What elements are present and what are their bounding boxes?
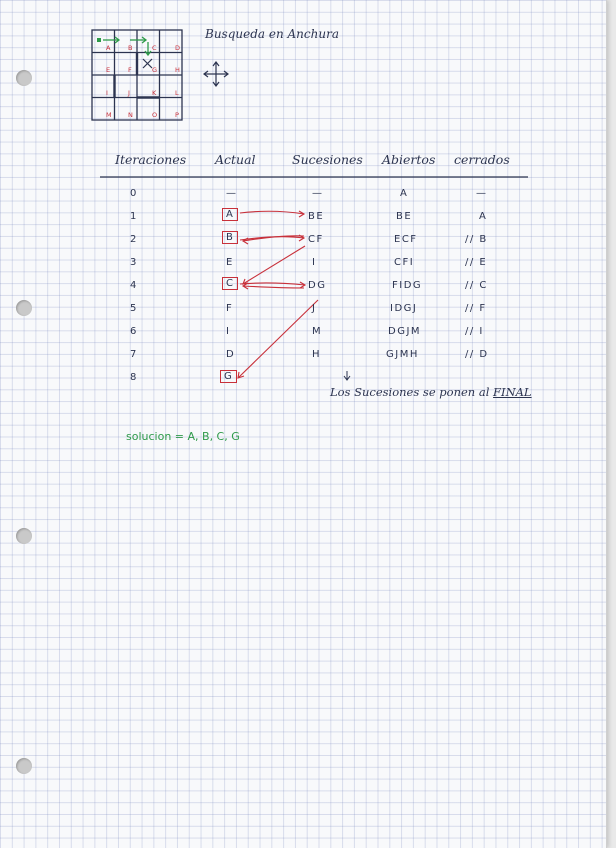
note-text: Los Sucesiones se ponen al bbox=[330, 385, 490, 399]
cell-cerrados: // C bbox=[465, 280, 488, 291]
cell-abiertos: IDGJ bbox=[390, 303, 418, 314]
cell-cerrados: // D bbox=[465, 349, 489, 360]
note-final: FINAL bbox=[493, 385, 532, 399]
header-actual: Actual bbox=[215, 152, 256, 167]
cell-sucesiones: I bbox=[312, 257, 317, 268]
cell-iter: 5 bbox=[130, 303, 138, 314]
grid-letter: A bbox=[106, 44, 111, 52]
cell-abiertos: A bbox=[400, 188, 409, 199]
cell-abiertos: DGJM bbox=[388, 326, 422, 337]
cell-iter: 7 bbox=[130, 349, 138, 360]
cell-actual: B bbox=[222, 231, 238, 244]
cell-iter: 1 bbox=[130, 211, 138, 222]
cell-sucesiones: DG bbox=[308, 280, 327, 291]
header-iteraciones: Iteraciones bbox=[115, 152, 187, 167]
header-cerrados: cerrados bbox=[454, 152, 510, 167]
cell-sucesiones: M bbox=[312, 326, 323, 337]
page-title: Busqueda en Anchura bbox=[205, 27, 339, 41]
cell-sucesiones: CF bbox=[308, 234, 324, 245]
cell-sucesiones: H bbox=[312, 349, 322, 360]
cell-actual: D bbox=[226, 349, 236, 360]
grid-letter: K bbox=[152, 89, 157, 97]
grid-letter: B bbox=[128, 44, 133, 52]
cell-iter: 4 bbox=[130, 280, 138, 291]
grid-letter: E bbox=[106, 66, 111, 74]
cell-cerrados: // E bbox=[465, 257, 488, 268]
cell-actual: I bbox=[226, 326, 231, 337]
cell-abiertos: CFI bbox=[394, 257, 415, 268]
cell-actual: F bbox=[226, 303, 234, 314]
cell-iter: 2 bbox=[130, 234, 138, 245]
successors-note bbox=[330, 385, 532, 399]
grid-letter: C bbox=[152, 44, 157, 52]
solution-text: solucion = A, B, C, G bbox=[126, 430, 240, 443]
grid-letter: D bbox=[175, 44, 181, 52]
grid-letter: N bbox=[128, 111, 133, 119]
cell-iter: 8 bbox=[130, 372, 138, 383]
grid-letter: P bbox=[175, 111, 179, 119]
grid-letter: L bbox=[175, 89, 179, 97]
cell-cerrados: A bbox=[479, 211, 488, 222]
cell-abiertos: FIDG bbox=[392, 280, 423, 291]
cell-actual: E bbox=[226, 257, 234, 268]
cell-sucesiones: J bbox=[312, 303, 317, 314]
cell-sucesiones: — bbox=[312, 188, 324, 199]
header-sucesiones: Sucesiones bbox=[292, 152, 363, 167]
cell-abiertos: BE bbox=[396, 211, 413, 222]
cell-actual: — bbox=[226, 188, 238, 199]
grid-letter: G bbox=[152, 66, 158, 74]
grid-letter: J bbox=[128, 89, 130, 97]
cell-abiertos: ECF bbox=[394, 234, 418, 245]
cell-cerrados: // I bbox=[465, 326, 484, 337]
grid-letter: I bbox=[106, 89, 108, 97]
cell-cerrados: // F bbox=[465, 303, 487, 314]
cell-cerrados: — bbox=[476, 188, 488, 199]
cell-actual: A bbox=[222, 208, 238, 221]
cell-abiertos: GJMH bbox=[386, 349, 419, 360]
header-abiertos: Abiertos bbox=[382, 152, 436, 167]
cell-sucesiones: BE bbox=[308, 211, 325, 222]
grid-letter: F bbox=[128, 66, 132, 74]
grid-letter: M bbox=[106, 111, 112, 119]
grid-letter: H bbox=[175, 66, 180, 74]
cell-iter: 6 bbox=[130, 326, 138, 337]
cell-cerrados: // B bbox=[465, 234, 488, 245]
cell-actual: C bbox=[222, 277, 238, 290]
cell-iter: 0 bbox=[130, 188, 138, 199]
cell-iter: 3 bbox=[130, 257, 138, 268]
cell-actual: G bbox=[220, 370, 237, 383]
grid-letter: O bbox=[152, 111, 158, 119]
